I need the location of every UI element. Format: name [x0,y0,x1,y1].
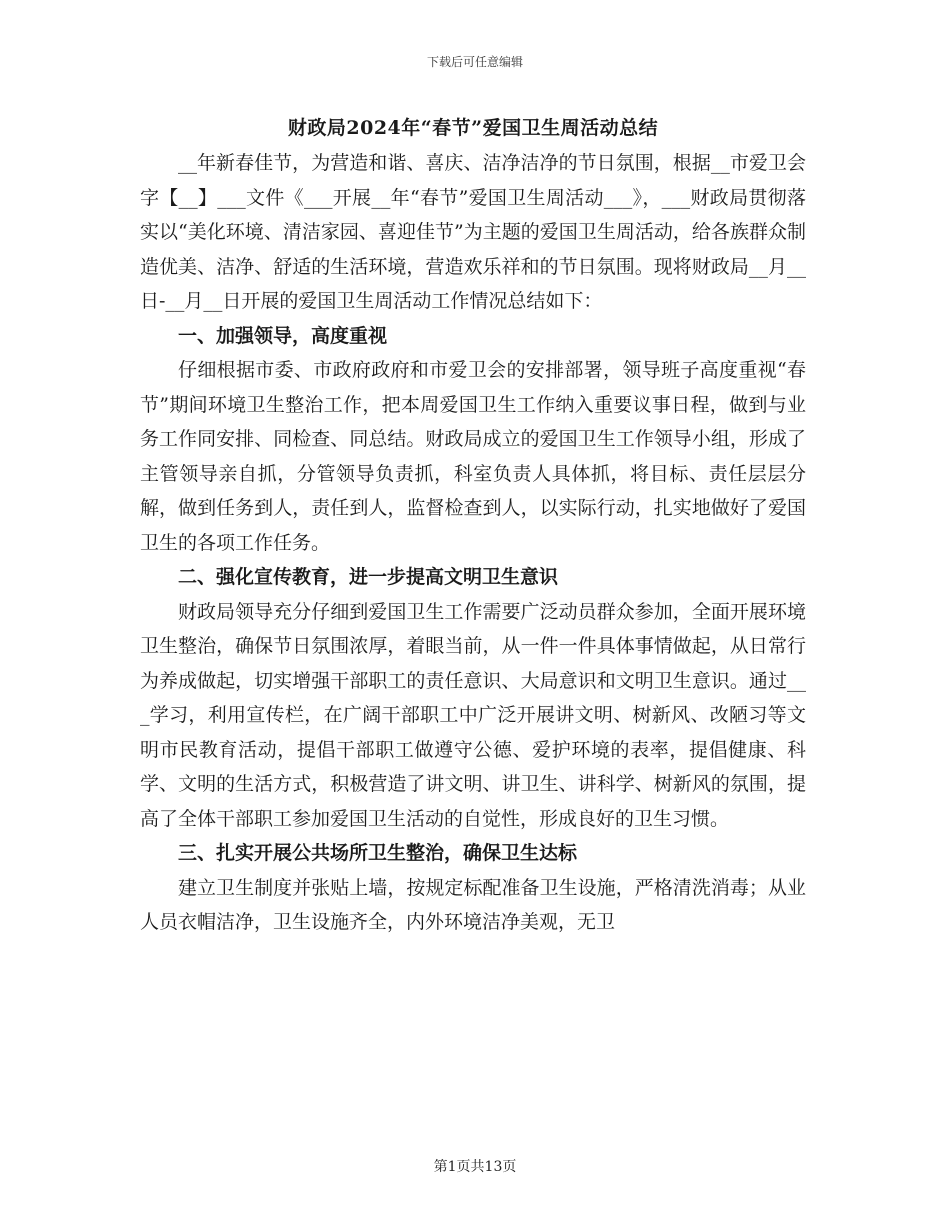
intro-paragraph: __年新春佳节，为营造和谐、喜庆、洁净洁净的节日氛围，根据__市爱卫会字【__】___文件《___开展__年“春节”爱国卫生周活动___》，___财政局贯彻落实以“美化环境、清洁家园、喜迎佳节”为主题的爱国卫生周活动，给各族群众制造优美、洁净、舒适的生活环境，营造欢乐祥和的节日氛围。现将财政局__月__日-__月__日开展的爱国卫生周活动工作情况总结如下： [140,152,806,312]
document-body [140,112,806,940]
page-number-footer: 第1页共13页 [433,1159,517,1175]
document-title: 财政局2024年“春节”爱国卫生周活动总结 [287,117,659,139]
section-body-3: 建立卫生制度并张贴上墙，按规定标配准备卫生设施，严格清洗消毒；从业人员衣帽洁净，卫生设施齐全，内外环境洁净美观，无卫 [140,876,806,933]
header-note: 下载后可任意编辑 [426,55,523,69]
section-body-1: 仔细根据市委、市政府政府和市爱卫会的安排部署，领导班子高度重视“春节”期间环境卫生整治工作，把本周爱国卫生工作纳入重要议事日程，做到与业务工作同安排、同检查、同总结。财政局成立的爱国卫生工作领导小组，形成了主管领导亲自抓，分管领导负责抓，科室负责人具体抓，将目标、责任层层分解，做到任务到人，责任到人，监督检查到人，以实际行动，扎实地做好了爱国卫生的各项工作任务。 [140,359,806,554]
section-heading-2: 二、强化宣传教育，进一步提高文明卫生意识 [178,566,559,588]
section-heading-3: 三、扎实开展公共场所卫生整治，确保卫生达标 [178,842,578,864]
section-heading-1: 一、加强领导，高度重视 [178,324,388,347]
section-body-2: 财政局领导充分仔细到爱国卫生工作需要广泛动员群众参加，全面开展环境卫生整治，确保节日氛围浓厚，着眼当前，从一件一件具体事情做起，从日常行为养成做起，切实增强干部职工的责任意识、大局意识和文明卫生意识。通过___学习，利用宣传栏，在广阔干部职工中广泛开展讲文明、树新风、改陋习等文明市民教育活动，提倡干部职工做遵守公德、爱护环境的表率，提倡健康、科学、文明的生活方式，积极营造了讲文明、讲卫生、讲科学、树新风的氛围，提高了全体干部职工参加爱国卫生活动的自觉性，形成良好的卫生习惯。 [140,600,806,830]
